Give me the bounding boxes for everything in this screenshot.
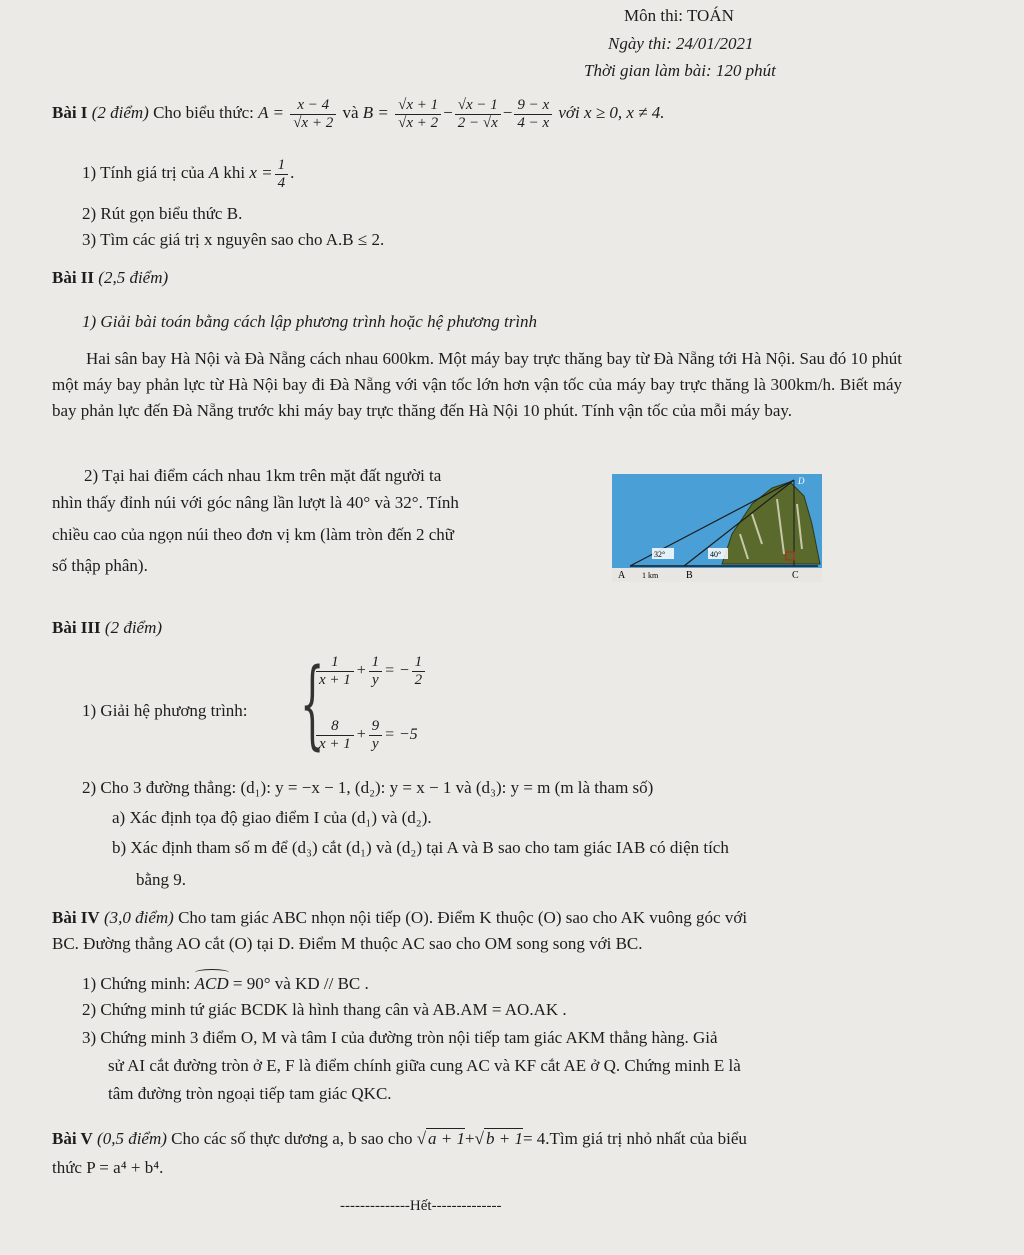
exam-date: Ngày thi: 24/01/2021 (608, 34, 754, 53)
bai4-question-3-line3: tâm đường tròn ngoại tiếp tam giác QKC. (108, 1084, 392, 1103)
bai4-intro-line1: Bài IV (3,0 điểm) Cho tam giác ABC nhọn nội tiếp (O). Điểm K thuộc (O) sao cho AK vuông góc với (52, 908, 748, 927)
system-brace: { (300, 648, 325, 760)
bai2-points: (2,5 điểm) (98, 268, 169, 287)
bai2-part2-line3: chiều cao của ngọn núi theo đơn vị km (làm tròn đến 2 chữ (52, 525, 455, 544)
label-B: B (686, 570, 693, 581)
bai1-B-fraction-2: $\frac{√x - 1}{2 - √x}$ (455, 97, 501, 132)
bai1-question-3: 3) Tìm các giá trị x nguyên sao cho A.B ≤ 2. (82, 230, 385, 249)
exam-duration: Thời gian làm bài: 120 phút (584, 61, 776, 80)
bai2-part2-line4: số thập phân). (52, 556, 148, 575)
bai1-and: và (342, 103, 359, 122)
bai5-points: (0,5 điểm) (97, 1129, 167, 1148)
equation-1: $\frac{1}{x + 1}$ + $\frac{1}{y}$ = − $\frac{1}{2}$ (314, 654, 427, 689)
bai2-part2-line1: 2) Tại hai điểm cách nhau 1km trên mặt đất người ta (84, 466, 442, 485)
bai5-title: Bài V (52, 1129, 93, 1148)
bai1-A-fraction: $\frac{x - 4}{√x + 2}$ (290, 97, 336, 132)
bai4-question-2: 2) Chứng minh tứ giác BCDK là hình thang cân và AB.AM = AO.AK . (82, 1000, 567, 1019)
bai1-title: Bài I (52, 103, 88, 122)
angle-32-label: 32° (654, 550, 666, 559)
bai5-line2: thức P = a⁴ + b⁴. (52, 1158, 164, 1177)
equation-system (300, 648, 460, 778)
bai3-question-1: 1) Giải hệ phương trình: (82, 701, 248, 720)
bai4-title: Bài IV (52, 908, 100, 927)
bai1-question-1: 1) Tính giá trị của A khi x = $\frac{1}{4}$ . (82, 156, 295, 191)
label-D: D (798, 476, 805, 486)
arc-ACD: ACD (194, 974, 229, 993)
bai1-points: (2 điểm) (91, 103, 149, 122)
bai1-B-fraction-3: $\frac{9 - x}{4 - x}$ (514, 97, 552, 132)
bai4-question-1: 1) Chứng minh: ACD = 90° và KD // BC . (82, 974, 369, 993)
bai1-condition: với x ≥ 0, x ≠ 4. (558, 103, 665, 122)
bai3-question-2a: a) Xác định tọa độ giao điểm I của (d₁) và (d₂). (112, 808, 432, 827)
equation-2: $\frac{8}{x + 1}$ + $\frac{9}{y}$ = −5 (314, 718, 418, 753)
end-marker: --------------Hết-------------- (340, 1198, 502, 1214)
bai1-B-lhs: B = (362, 103, 389, 122)
bai3-points: (2 điểm) (104, 618, 163, 637)
bai2-title: Bài II (52, 268, 95, 287)
bai4-question-3-line1: 3) Chứng minh 3 điểm O, M và tâm I của đường tròn nội tiếp tam giác AKM thẳng hàng. Giả (82, 1028, 718, 1047)
bai2-heading (52, 268, 168, 288)
bai2-part1-text: Hai sân bay Hà Nội và Đà Nẵng cách nhau 600km. Một máy bay trực thăng bay từ Đà Nẵng tới Hà Nội. Sau đó 10 phút một máy bay phản lực từ Hà Nội bay đi Đà Nẵng với vận tốc lớn hơn vận tốc của máy bay trực thăng là 300km/h. Biết máy bay phản lực đến Đà Nẵng trước khi máy bay trực thăng đến Hà Nội 10 phút. Tính vận tốc của mỗi máy bay. (52, 349, 902, 420)
bai2-part1-title: 1) Giải bài toán bằng cách lập phương trình hoặc hệ phương trình (82, 312, 538, 331)
bai3-question-2: 2) Cho 3 đường thẳng: (d₁): y = −x − 1, (d₂): y = x − 1 và (d₃): y = m (m là tham số) (82, 778, 654, 797)
label-A: A (618, 570, 626, 581)
bai1-statement: Bài I (2 điểm) Cho biểu thức: A = $\frac{x - 4}{√x + 2}$ và B = $\frac{√x + 1}{√x + 2}$ − $\frac{√x - 1}{2 - √x}$ − $\frac{9 - x}{4 - x}$ với x ≥ 0, x ≠ 4. (52, 96, 665, 131)
bai1-B-fraction-1: $\frac{√x + 1}{√x + 2}$ (395, 97, 441, 132)
exam-subject: Môn thi: TOÁN (624, 6, 734, 25)
bai3-question-2b-line2: bằng 9. (136, 870, 187, 889)
angle-40-label: 40° (710, 550, 722, 559)
bai3-heading (52, 618, 162, 638)
bai1-intro: Cho biểu thức: (153, 103, 254, 122)
label-C: C (792, 570, 799, 581)
bai1-A-lhs: A = (258, 103, 284, 122)
bai5-line1: Bài V (0,5 điểm) Cho các số thực dương a, b sao cho √ a + 1+√ b + 1= 4.Tìm giá trị nhỏ nhất của biểu (52, 1129, 747, 1148)
label-1km: 1 km (642, 571, 659, 580)
mountain-diagram (612, 474, 822, 582)
bai2-part2-line2: nhìn thấy đỉnh núi với góc nâng lần lượt là 40° và 32°. Tính (52, 493, 459, 512)
bai3-title: Bài III (52, 618, 101, 637)
bai3-question-2b-line1: b) Xác định tham số m để (d₃) cắt (d₁) và (d₂) tại A và B sao cho tam giác IAB có diện tích (112, 838, 729, 857)
bai4-question-3-line2: sử AI cắt đường tròn ở E, F là điểm chính giữa cung AC và KF cắt AE ở Q. Chứng minh E là (108, 1056, 741, 1075)
bai1-q1-fraction: $\frac{1}{4}$ (275, 157, 289, 192)
bai4-intro-line2: BC. Đường thẳng AO cắt (O) tại D. Điểm M thuộc AC sao cho OM song song với BC. (52, 934, 643, 953)
bai1-question-2: 2) Rút gọn biểu thức B. (82, 204, 243, 223)
bai4-points: (3,0 điểm) (103, 908, 174, 927)
